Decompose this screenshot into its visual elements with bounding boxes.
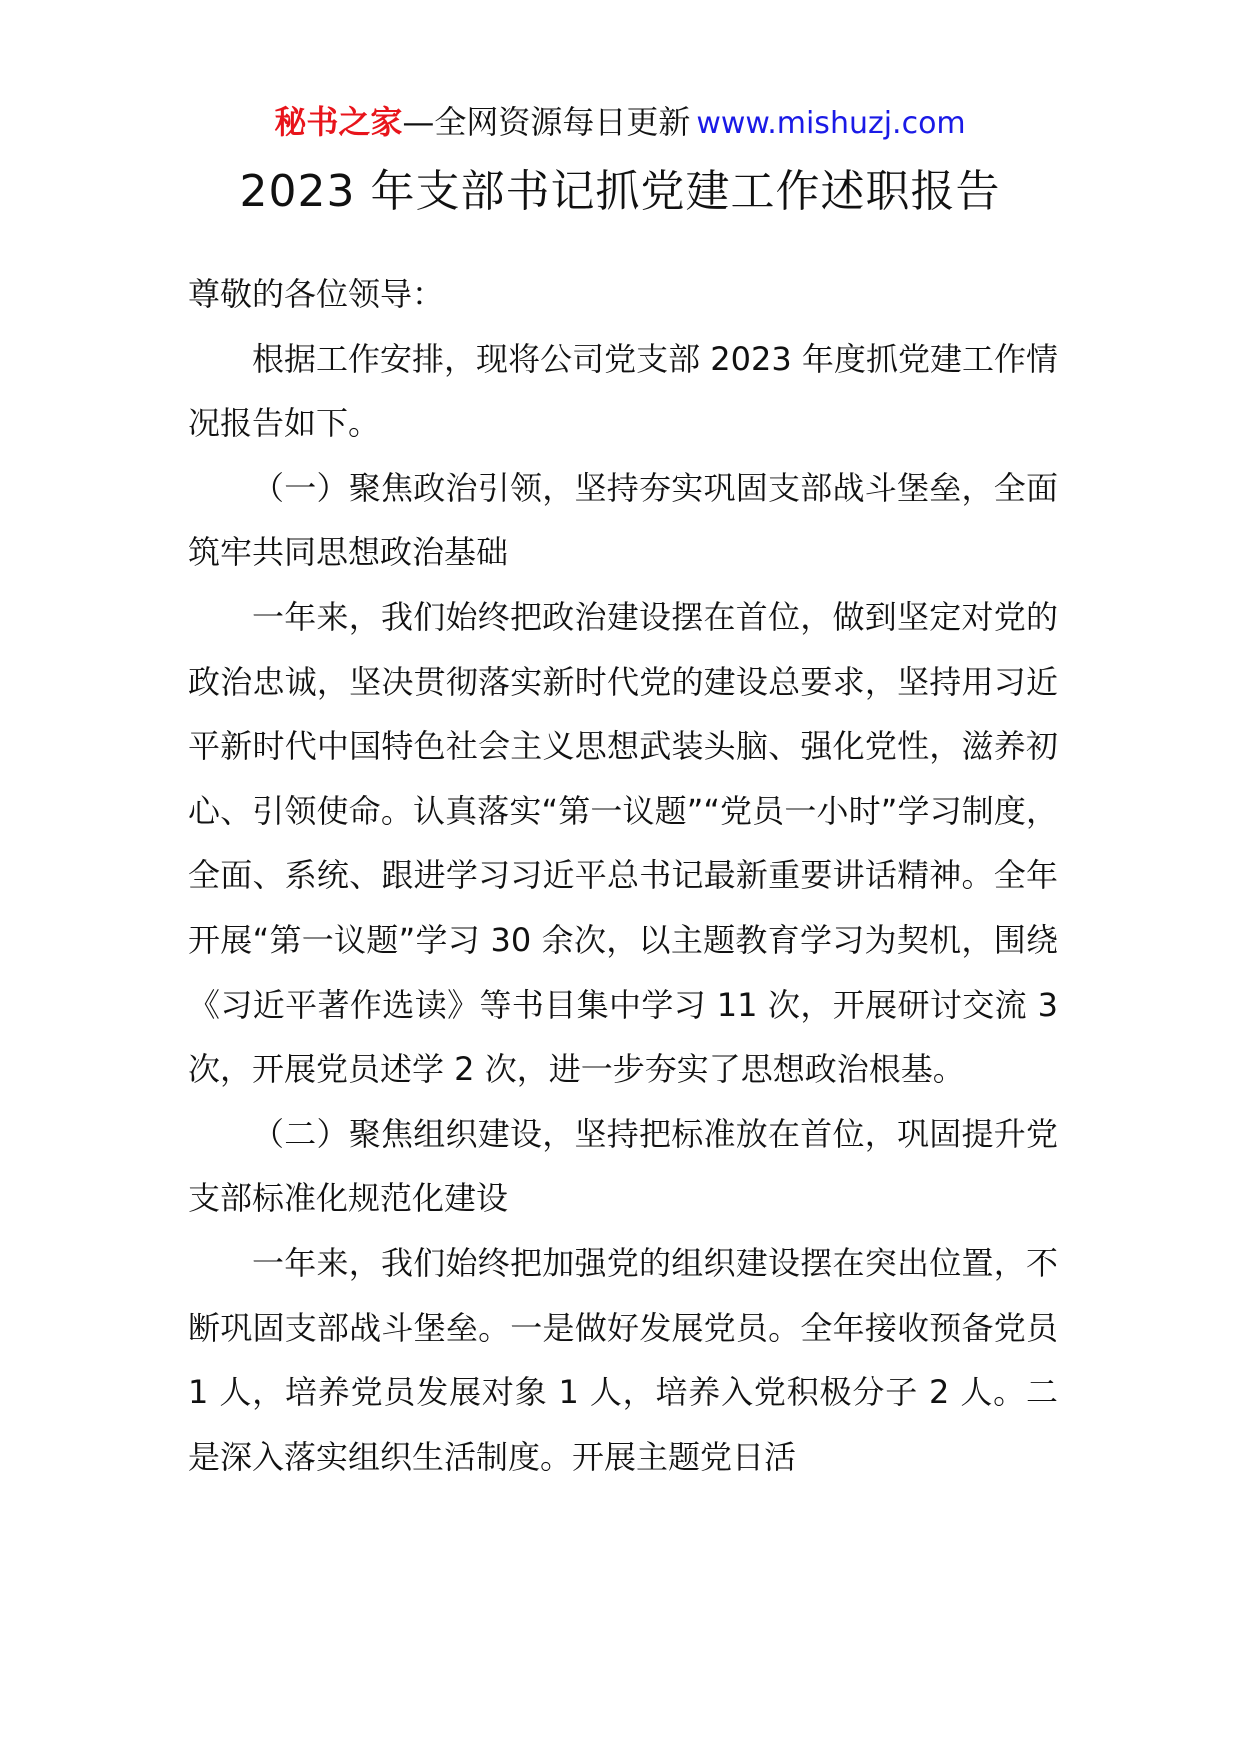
section-heading-2: （二）聚焦组织建设，坚持把标准放在首位，巩固提升党支部标准化规范化建设: [188, 1114, 1058, 1218]
section-body-1: 一年来，我们始终把政治建设摆在首位，做到坚定对党的政治忠诚，坚决贯彻落实新时代党的建设总要求，坚持用习近平新时代中国特色社会主义思想武装头脑、强化党性，滋养初心、引领使命。认真落实“第一议题”“党员一小时”学习制度，全面、系统、跟进学习习近平总书记最新重要讲话精神。全年开展“第一议题”学习 30 余次，以主题教育学习为契机，围绕《习近平著作选读》等书目集中学习 11 次，开展研讨交流 3 次，开展党员述学 2 次，进一步夯实了思想政治根基。: [188, 597, 1058, 1089]
salutation: 尊敬的各位领导：: [188, 275, 445, 313]
section-body-2: 一年来，我们始终把加强党的组织建设摆在突出位置，不断巩固支部战斗堡垒。一是做好发展党员。全年接收预备党员 1 人，培养党员发展对象 1 人，培养入党积极分子 2 人。二是深入落实组织生活制度。开展主题党日活: [188, 1243, 1058, 1476]
document-title: 2023 年支部书记抓党建工作述职报告: [239, 166, 1001, 217]
intro-paragraph: 根据工作安排，现将公司党支部 2023 年度抓党建工作情况报告如下。: [188, 339, 1058, 443]
section-heading-1: （一）聚焦政治引领，坚持夯实巩固支部战斗堡垒，全面筑牢共同思想政治基础: [188, 468, 1058, 572]
site-banner: [0, 100, 1240, 146]
site-url-link[interactable]: www.mishuzj.com: [696, 106, 966, 141]
brand-name: 秘书之家: [274, 103, 403, 141]
document-body: [188, 262, 1058, 1489]
banner-tagline: —全网资源每日更新: [402, 103, 691, 141]
